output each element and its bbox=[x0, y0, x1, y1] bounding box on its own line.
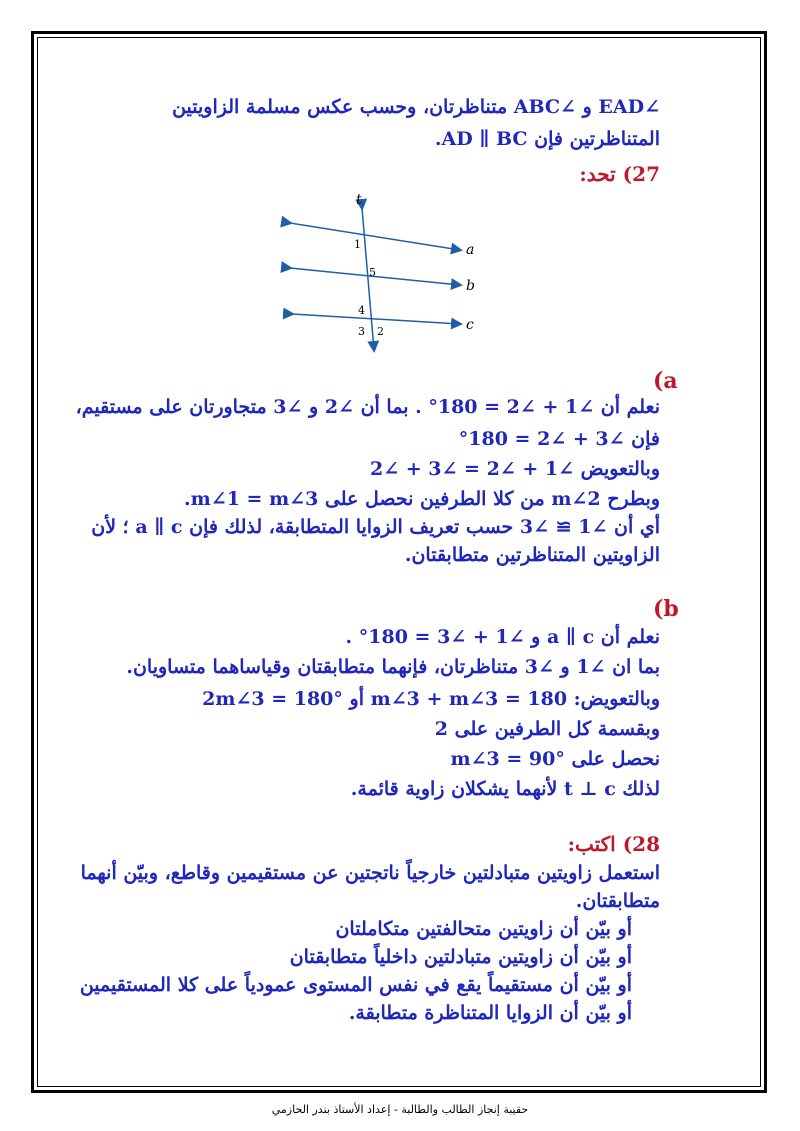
part-b-line-3: وبالتعويض: m∠3 + m∠3 = 180 أو 2m∠3 = 180° bbox=[202, 688, 660, 710]
part-b-line-4: وبقسمة كل الطرفين على 2 bbox=[434, 718, 660, 740]
write-line-1: استعمل زاويتين متبادلتين خارجياً ناتجتين عن مستقيمين وقاطع، وبيّن أنهما bbox=[80, 862, 660, 884]
part-b-line-6: لذلك t ⊥ c لأنهما يشكلان زاوية قائمة. bbox=[350, 778, 660, 800]
write-line-4: أو بيّن أن زاويتين متبادلتين داخلياً متطابقتان bbox=[289, 946, 632, 968]
label-t: t bbox=[356, 192, 362, 208]
part-a-line-2: فإن ∠3 + ∠2 = 180° bbox=[458, 428, 660, 450]
write-line-5: أو بيّن أن مستقيماً يقع في نفس المستوى عمودياً على كلا المستقيمين bbox=[79, 974, 632, 996]
label-b: b bbox=[466, 278, 475, 294]
label-a: a bbox=[466, 242, 475, 258]
write-line-3: أو بيّن أن زاويتين متحالفتين متكاملتان bbox=[335, 918, 632, 940]
parallel-lines-figure bbox=[280, 190, 510, 360]
part-a-line-6: الزاويتين المتناظرتين متطابقتان. bbox=[404, 544, 660, 566]
write-line-2: متطابقتان. bbox=[575, 890, 660, 912]
part-b-line-1: نعلم أن a ∥ c و ∠1 + ∠3 = 180° . bbox=[345, 626, 660, 648]
angle-4: 4 bbox=[358, 304, 365, 317]
page-footer: حقيبة إنجاز الطالب والطالبة - إعداد الأستاذ بندر الحازمي bbox=[271, 1103, 529, 1116]
intro-line-2: المتناظرتين فإن AD ∥ BC. bbox=[434, 128, 660, 150]
label-c: c bbox=[466, 317, 474, 333]
part-b-line-5: نحصل على m∠3 = 90° bbox=[450, 748, 660, 770]
part-a-line-5: أي أن ∠1 ≅ ∠3 حسب تعريف الزوايا المتطابقة، لذلك فإن a ∥ c ؛ لأن bbox=[91, 516, 660, 538]
angle-5: 5 bbox=[369, 266, 376, 279]
part-a-label: (a bbox=[653, 368, 678, 394]
intro-line-1: ∠EAD و ∠ABC متناظرتان، وحسب عكس مسلمة الزاويتين bbox=[172, 96, 660, 118]
part-b-label: (b bbox=[653, 596, 679, 622]
part-a-line-4: وبطرح m∠2 من كلا الطرفين نحصل على m∠1 = m∠3. bbox=[184, 488, 660, 510]
line-c bbox=[292, 314, 460, 324]
part-a-line-1: نعلم أن ∠1 + ∠2 = 180° . بما أن ∠2 و ∠3 متجاورتان على مستقيم، bbox=[75, 396, 660, 418]
angle-1: 1 bbox=[354, 238, 361, 251]
angle-2: 2 bbox=[377, 325, 384, 338]
angle-3: 3 bbox=[358, 325, 365, 338]
write-line-6: أو بيّن أن الزوايا المتناظرة متطابقة. bbox=[348, 1002, 632, 1024]
part-b-line-2: بما ان ∠1 و ∠3 متناظرتان، فإنهما متطابقتان وقياساهما متساويان. bbox=[126, 656, 660, 678]
heading-28: 28) اكتب: bbox=[567, 832, 660, 856]
line-a bbox=[290, 223, 460, 250]
heading-27: 27) تحد: bbox=[579, 162, 660, 186]
part-a-line-3: وبالتعويض ∠1 + ∠2 = ∠3 + ∠2 bbox=[369, 458, 660, 480]
